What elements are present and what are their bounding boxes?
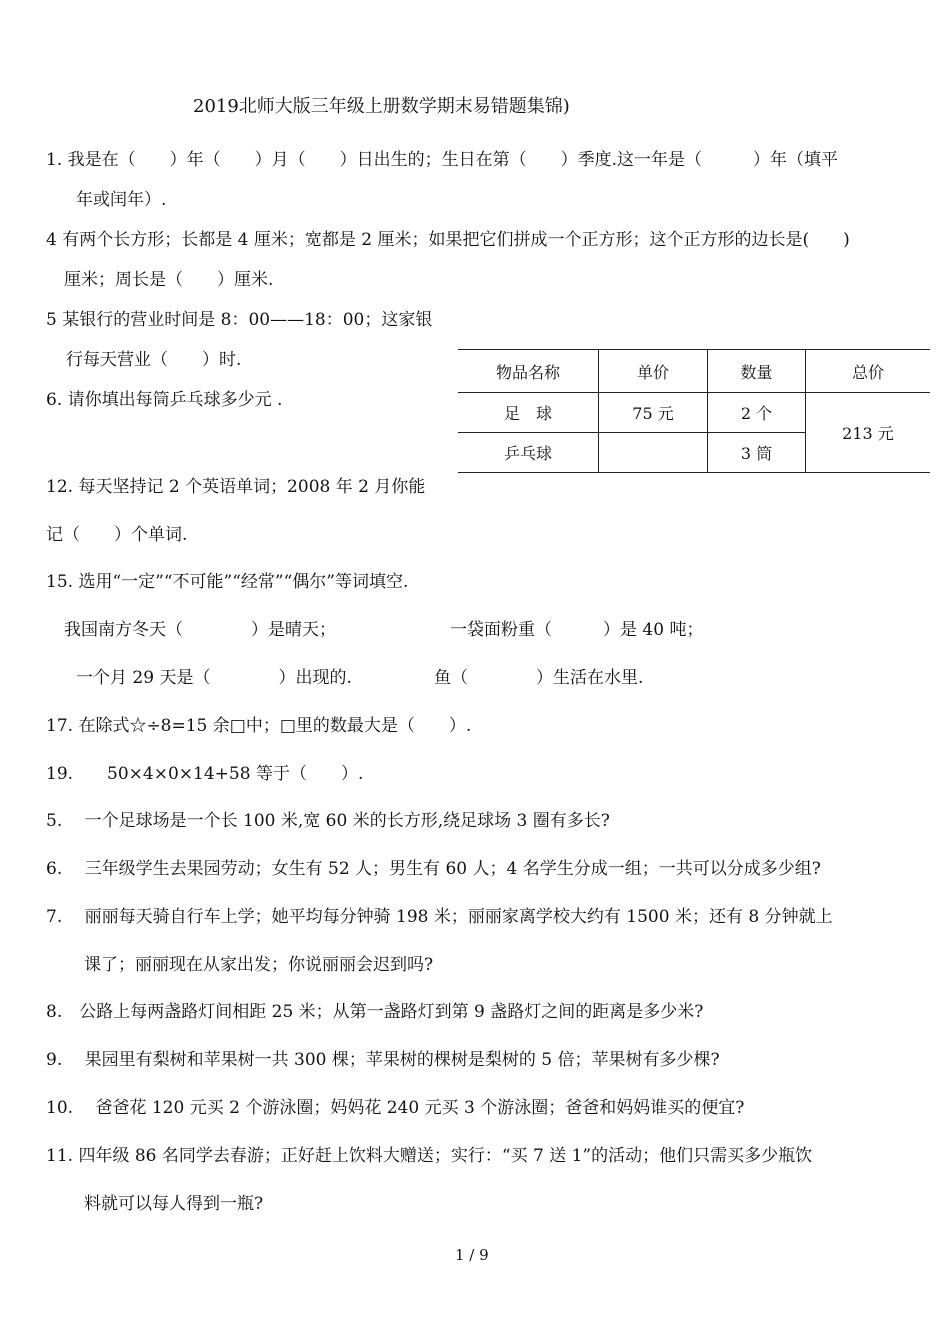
question-15-line-1: 15. 选用“一定”“不可能”“经常”“偶尔”等词填空. — [46, 572, 409, 592]
question-4-line-2: 厘米；周长是（ ）厘米. — [64, 270, 274, 290]
page-number: 1 / 9 — [455, 1246, 489, 1264]
table-header-row — [458, 350, 930, 393]
problem-8: 8. 公路上每两盏路灯间相距 25 米；从第一盏路灯到第 9 盏路灯之间的距离是多少米? — [46, 1002, 704, 1022]
table-cell: 3 筒 — [708, 433, 806, 473]
table-header: 数量 — [708, 350, 806, 393]
question-15-item-c: 一个月 29 天是（ ）出现的. — [76, 668, 352, 688]
table-cell-blank — [599, 433, 708, 473]
problem-5: 5. 一个足球场是一个长 100 米,宽 60 米的长方形,绕足球场 3 圈有多长? — [46, 811, 610, 831]
question-15-item-d: 鱼（ ）生活在水里. — [434, 668, 644, 688]
problem-10: 10. 爸爸花 120 元买 2 个游泳圈；妈妈花 240 元买 3 个游泳圈；爸爸和妈妈谁买的便宜? — [46, 1098, 745, 1118]
table-header: 物品名称 — [458, 350, 599, 393]
question-12-line-2: 记（ ）个单词. — [46, 525, 188, 545]
table-total-cell: 213 元 — [806, 393, 931, 473]
problem-7-line-1: 7. 丽丽每天骑自行车上学；她平均每分钟骑 198 米；丽丽家离学校大约有 1500 米；还有 8 分钟就上 — [46, 907, 833, 927]
table-cell: 2 个 — [708, 393, 806, 433]
problem-9: 9. 果园里有梨树和苹果树一共 300 棵；苹果树的棵树是梨树的 5 倍；苹果树有多少棵? — [46, 1050, 720, 1070]
table-header: 总价 — [806, 350, 931, 393]
price-table — [458, 349, 930, 473]
question-15-item-b: 一袋面粉重（ ）是 40 吨； — [450, 620, 704, 640]
question-1-line-1: 1. 我是在（ ）年（ ）月（ ）日出生的；生日在第（ ）季度.这一年是（ ）年（填平 — [46, 150, 839, 170]
question-6: 6. 请你填出每筒乒乓球多少元 . — [46, 390, 283, 410]
page-title: 2019北师大版三年级上册数学期末易错题集锦) — [193, 96, 570, 117]
problem-11-line-2: 料就可以每人得到一瓶? — [84, 1194, 264, 1214]
table-cell: 乒乓球 — [458, 433, 599, 473]
problem-7-line-2: 课了；丽丽现在从家出发；你说丽丽会迟到吗? — [84, 955, 434, 975]
question-5-line-1: 5 某银行的营业时间是 8：00——18：00；这家银 — [46, 310, 433, 330]
question-4-line-1: 4 有两个长方形；长都是 4 厘米；宽都是 2 厘米；如果把它们拼成一个正方形；这个正方形的边长是( ) — [46, 230, 850, 250]
table-row — [458, 393, 930, 433]
table-cell: 足 球 — [458, 393, 599, 433]
question-19: 19. 50×4×0×14+58 等于（ ）. — [46, 764, 364, 784]
problem-6: 6. 三年级学生去果园劳动；女生有 52 人；男生有 60 人；4 名学生分成一组；一共可以分成多少组? — [46, 859, 821, 879]
problem-11-line-1: 11. 四年级 86 名同学去春游；正好赶上饮料大赠送；实行：“买 7 送 1”的活动；他们只需买多少瓶饮 — [46, 1146, 813, 1166]
table-cell: 75 元 — [599, 393, 708, 433]
question-5-line-2: 行每天营业（ ）时. — [66, 350, 242, 370]
question-15-item-a: 我国南方冬天（ ）是晴天； — [64, 620, 336, 640]
table-header: 单价 — [599, 350, 708, 393]
question-12-line-1: 12. 每天坚持记 2 个英语单词；2008 年 2 月你能 — [46, 477, 426, 497]
question-17: 17. 在除式☆÷8=15 余□中；□里的数最大是（ ）. — [46, 716, 472, 736]
question-1-line-2: 年或闰年）. — [76, 190, 167, 210]
